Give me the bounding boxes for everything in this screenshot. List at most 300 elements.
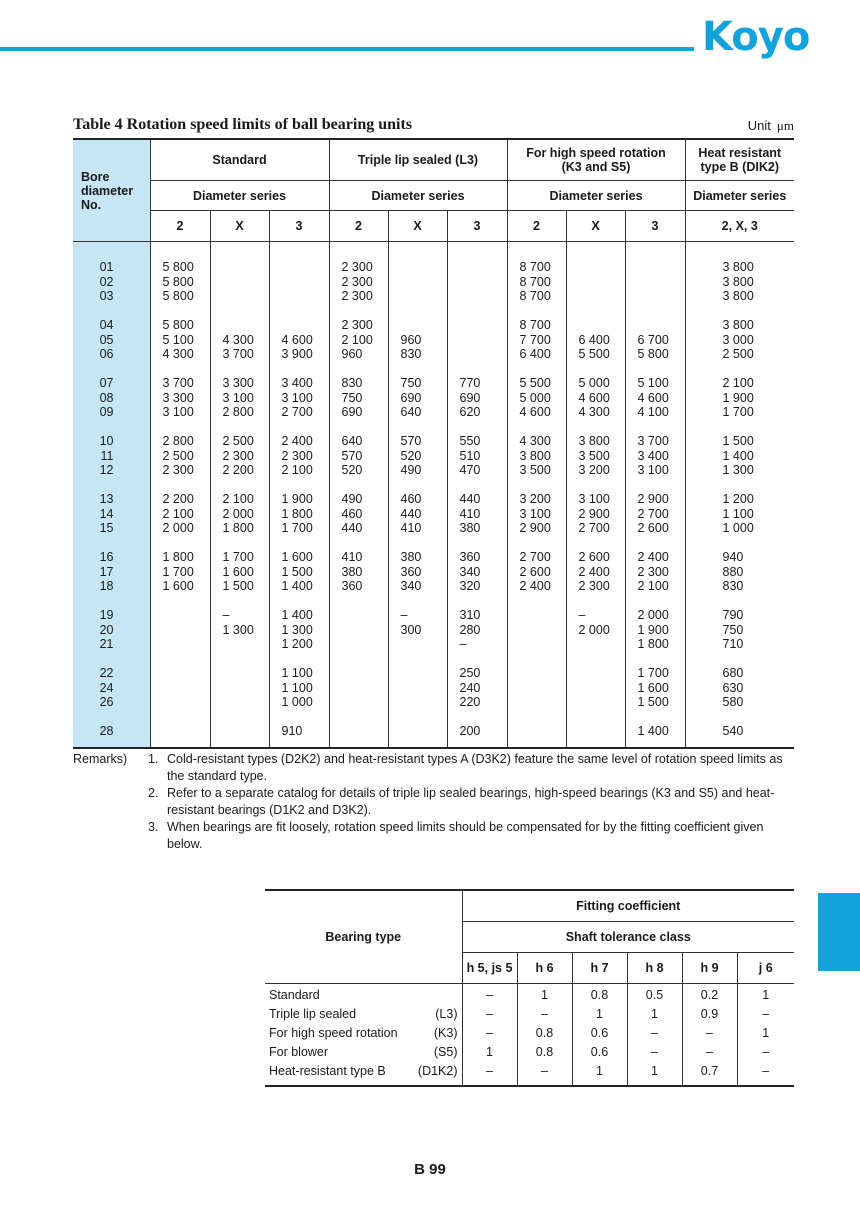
standard-x-column [210, 242, 269, 748]
fitting-coefficient-header: Fitting coefficient [462, 890, 794, 922]
blank-cell [223, 652, 269, 667]
speed-limit-value: 640 [341, 434, 363, 448]
blank-cell [342, 695, 388, 710]
bore-number: 21 [99, 637, 114, 651]
blank-cell [73, 304, 114, 319]
speed-limit-value: 1 400 [281, 608, 313, 622]
speed-limit-value: 1 900 [637, 622, 669, 637]
blank-cell [342, 724, 388, 739]
bore-header-text: Bore diameter No. [81, 169, 134, 212]
speed-limit-value: 460 [400, 492, 422, 506]
unit-label: Unit [747, 118, 771, 133]
speed-limit-value: 3 800 [722, 274, 754, 289]
blank-cell [342, 623, 388, 638]
remarks-label: Remarks) [73, 752, 128, 766]
blank-cell [163, 304, 210, 319]
remark-item [73, 819, 793, 853]
bore-number: 03 [99, 289, 114, 303]
speed-limit-value: 3 100 [281, 390, 313, 405]
speed-limit-value: 3 100 [162, 405, 194, 419]
blank-cell [163, 695, 210, 710]
bore-number: 14 [99, 506, 114, 521]
blank-cell [723, 478, 795, 493]
blank-cell [579, 536, 625, 551]
blank-cell [342, 681, 388, 696]
speed-limit-value: 1 300 [281, 622, 313, 637]
speed-limit-value: 2 800 [222, 405, 254, 419]
speed-limit-value: 4 600 [637, 390, 669, 405]
high-speed-3-column [625, 242, 685, 748]
blank-cell [282, 420, 329, 435]
speed-limit-value: 2 400 [637, 550, 669, 564]
speed-limit-value: 2 300 [341, 274, 373, 289]
bore-number: 12 [99, 463, 114, 477]
speed-limit-value: 3 400 [637, 448, 669, 463]
h9-column [682, 984, 737, 1087]
tolerance-class: h 8 [627, 953, 682, 984]
fitting-coefficient-value: – [762, 1007, 770, 1021]
h8-column [627, 984, 682, 1087]
blank-cell [520, 623, 566, 638]
speed-limit-value: 690 [459, 390, 481, 405]
blank-cell [163, 637, 210, 652]
blank-cell [520, 420, 566, 435]
blank-cell [73, 710, 114, 725]
blank-cell [401, 304, 447, 319]
speed-limit-value: 3 800 [722, 289, 754, 303]
page-number: B 99 [414, 1161, 446, 1178]
subcol-header: 2, X, 3 [685, 211, 794, 242]
blank-cell [401, 275, 447, 290]
fitting-coefficient-value: 0.6 [590, 1026, 609, 1040]
speed-limit-value: 830 [400, 347, 422, 361]
speed-limit-value: 550 [459, 434, 481, 448]
triple-lip-3-column [447, 242, 507, 748]
speed-limit-value: 960 [341, 347, 363, 361]
fitting-coefficient-value: – [541, 1007, 548, 1021]
blank-cell [638, 710, 685, 725]
speed-limit-value: 710 [722, 637, 744, 651]
speed-limit-value: 3 200 [519, 492, 551, 506]
speed-limit-value: 690 [400, 390, 422, 405]
fitting-coefficient-value: – [651, 1045, 658, 1059]
speed-limit-value: 3 800 [722, 318, 754, 332]
speed-limit-value: 340 [400, 579, 422, 593]
blank-cell [579, 681, 625, 696]
blank-cell [460, 478, 507, 493]
speed-limit-value: 2 700 [578, 521, 610, 535]
subcol-header: 2 [329, 211, 388, 242]
speed-limit-value: 2 700 [637, 506, 669, 521]
series-header: Diameter series [685, 181, 794, 211]
blank-cell [460, 289, 507, 304]
speed-limit-value: 410 [400, 521, 422, 535]
speed-limit-value: 4 600 [519, 405, 551, 419]
blank-cell [579, 710, 625, 725]
bore-number: 11 [100, 448, 114, 463]
speed-limit-value: 2 200 [162, 492, 194, 506]
speed-limit-value: 3 500 [519, 463, 551, 477]
blank-cell [460, 347, 507, 362]
speed-limit-value: 2 900 [637, 492, 669, 506]
bore-number: 13 [99, 492, 114, 506]
speed-limit-value: 3 700 [162, 376, 194, 390]
blank-cell [579, 594, 625, 609]
blank-cell [579, 318, 625, 333]
group-high-speed-text: For high speed rotation (K3 and S5) [526, 146, 666, 174]
j6-column [737, 984, 794, 1087]
speed-limit-value: 1 000 [281, 695, 313, 709]
subcol-header: X [388, 211, 447, 242]
speed-limit-value: 410 [341, 550, 363, 564]
speed-limit-value: 380 [341, 564, 363, 579]
subcol-header: 3 [447, 211, 507, 242]
speed-limit-value: 2 500 [222, 434, 254, 448]
blank-cell [520, 666, 566, 681]
blank-cell [520, 710, 566, 725]
blank-cell [73, 536, 114, 551]
speed-limit-value: 520 [341, 463, 363, 477]
speed-limit-value: 1 500 [222, 579, 254, 593]
fitting-coefficient-value: 1 [596, 1007, 603, 1021]
blank-cell [460, 594, 507, 609]
speed-limit-value: 2 100 [637, 579, 669, 593]
speed-limit-value: 440 [459, 492, 481, 506]
bore-number: 15 [99, 521, 114, 535]
blank-cell [163, 608, 210, 623]
speed-limit-value: 2 300 [341, 318, 373, 332]
speed-limit-value: 3 100 [222, 390, 254, 405]
bore-number: 09 [99, 405, 114, 419]
blank-cell [579, 478, 625, 493]
blank-cell [638, 289, 685, 304]
blank-cell [723, 710, 795, 725]
blank-cell [401, 710, 447, 725]
blank-cell [223, 666, 269, 681]
speed-limit-value: 620 [459, 405, 481, 419]
bore-number: 20 [99, 622, 114, 637]
speed-limit-value: 2 600 [519, 564, 551, 579]
blank-cell [579, 304, 625, 319]
subcol-header: X [566, 211, 625, 242]
blank-cell [579, 666, 625, 681]
blank-cell [223, 594, 269, 609]
blank-cell [223, 275, 269, 290]
blank-cell [460, 333, 507, 348]
bore-number: 19 [99, 608, 114, 622]
speed-limit-value: 2 300 [341, 289, 373, 303]
group-heat-resistant [685, 139, 794, 181]
speed-limit-value: 2 400 [281, 434, 313, 448]
speed-limit-value: 1 700 [162, 564, 194, 579]
bearing-type-code: (D1K2) [417, 1064, 458, 1078]
blank-cell [342, 420, 388, 435]
blank-cell [282, 710, 329, 725]
tolerance-class: h 7 [572, 953, 627, 984]
speed-limit-value: 8 700 [519, 289, 551, 303]
blank-cell [223, 681, 269, 696]
speed-limit-value: 1 700 [222, 550, 254, 564]
speed-limit-value: 3 900 [281, 347, 313, 361]
blank-cell [460, 275, 507, 290]
blank-cell [520, 536, 566, 551]
fitting-coefficient-value: – [486, 988, 493, 1002]
blank-cell [401, 478, 447, 493]
group-high-speed [507, 139, 685, 181]
bearing-type-name: Triple lip sealed [269, 1007, 357, 1021]
speed-limit-value: 630 [722, 680, 744, 695]
speed-limit-value: 2 600 [578, 550, 610, 564]
speed-limit-value: 2 900 [578, 506, 610, 521]
blank-cell [460, 304, 507, 319]
bore-number: 24 [99, 680, 114, 695]
bearing-type-code: (K3) [433, 1026, 458, 1040]
blank-cell [520, 724, 566, 739]
speed-limit-value: 360 [459, 550, 481, 564]
blank-cell [579, 637, 625, 652]
speed-limit-value: 680 [722, 666, 744, 680]
speed-limit-value: 1 700 [637, 666, 669, 680]
speed-limit-value: – [578, 608, 586, 622]
speed-limit-value: 570 [341, 448, 363, 463]
speed-limit-value: 1 700 [281, 521, 313, 535]
blank-cell [401, 536, 447, 551]
speed-limit-value: 360 [341, 579, 363, 593]
blank-cell [73, 478, 114, 493]
bearing-type-code: (S5) [433, 1045, 458, 1059]
triple-lip-2-column [329, 242, 388, 748]
speed-limit-value: 2 000 [578, 622, 610, 637]
speed-limit-value: 1 600 [222, 564, 254, 579]
blank-cell [163, 594, 210, 609]
blank-cell [163, 710, 210, 725]
bore-number: 05 [99, 332, 114, 347]
speed-limit-value: 510 [459, 448, 481, 463]
speed-limit-value: 750 [400, 376, 422, 390]
remark-number: 2. [148, 786, 159, 800]
speed-limit-value: 910 [281, 724, 303, 738]
speed-limit-value: 1 500 [637, 695, 669, 709]
blank-cell [342, 594, 388, 609]
high-speed-2-column [507, 242, 566, 748]
bore-number: 04 [99, 318, 114, 332]
remark-text: Cold-resistant types (D2K2) and heat-resistant types A (D3K2) feature the same level of rotation speed limits as the standard type. [167, 752, 783, 783]
fitting-coefficient-value: 1 [762, 1026, 770, 1040]
blank-cell [520, 478, 566, 493]
speed-limit-value: 3 100 [637, 463, 669, 477]
remark-number: 1. [148, 752, 159, 766]
remarks [73, 751, 793, 853]
blank-cell [520, 608, 566, 623]
speed-limit-value: 940 [722, 550, 744, 564]
speed-limit-value: 490 [400, 463, 422, 477]
speed-limit-value: 2 500 [722, 347, 754, 361]
blank-cell [460, 260, 507, 275]
speed-limit-value: 1 300 [222, 622, 254, 637]
bore-number: 10 [99, 434, 114, 448]
speed-limit-value: 3 300 [162, 390, 194, 405]
blank-cell [520, 695, 566, 710]
speed-limit-value: 2 300 [578, 579, 610, 593]
speed-limit-value: 770 [459, 376, 481, 390]
blank-cell [460, 536, 507, 551]
blank-cell [282, 304, 329, 319]
blank-cell [342, 710, 388, 725]
speed-limit-value: 580 [722, 695, 744, 709]
speed-limit-value: 830 [341, 376, 363, 390]
blank-cell [520, 594, 566, 609]
remark-text: Refer to a separate catalog for details of triple lip sealed bearings, high-speed bearings (K3 and S5) and heat-resistant bearings (D1K2 and D3K2). [167, 786, 775, 817]
speed-limit-value: 4 300 [519, 434, 551, 448]
speed-limit-value: 2 400 [578, 564, 610, 579]
speed-limit-value: 3 500 [578, 448, 610, 463]
blank-cell [282, 289, 329, 304]
speed-limit-value: 1 500 [722, 434, 754, 448]
bearing-type-name: Heat-resistant type B [269, 1064, 386, 1078]
speed-limit-value: 4 600 [578, 390, 610, 405]
speed-limit-value: 1 800 [281, 506, 313, 521]
speed-limit-value: 1 600 [281, 550, 313, 564]
speed-limit-value: 5 500 [519, 376, 551, 390]
blank-cell [579, 260, 625, 275]
fitting-coefficient-value: – [762, 1064, 770, 1078]
speed-limit-value: 3 700 [637, 434, 669, 448]
remark-number: 3. [148, 820, 159, 834]
speed-limit-value: 1 000 [722, 521, 754, 535]
fitting-coefficient-value: 1 [762, 988, 770, 1002]
blank-cell [638, 362, 685, 377]
series-header: Diameter series [507, 181, 685, 211]
speed-limit-value: 880 [722, 564, 744, 579]
bore-column [73, 242, 150, 748]
speed-limit-value: 2 100 [722, 376, 754, 390]
blank-cell [401, 681, 447, 696]
unit-value: μm [776, 118, 794, 133]
blank-cell [223, 318, 269, 333]
bore-number: 26 [99, 695, 114, 709]
speed-limit-value: 1 500 [281, 564, 313, 579]
speed-limit-value: 8 700 [519, 260, 551, 274]
speed-limit-value: 3 700 [222, 347, 254, 361]
subcol-header: 3 [625, 211, 685, 242]
blank-cell [579, 420, 625, 435]
blank-cell [401, 420, 447, 435]
speed-limit-value: 6 400 [519, 347, 551, 361]
heat-resistant-column [685, 242, 794, 748]
group-triple-lip: Triple lip sealed (L3) [329, 139, 507, 181]
tolerance-class: h 6 [517, 953, 572, 984]
speed-limit-value: 4 300 [162, 347, 194, 361]
blank-cell [723, 652, 795, 667]
blank-cell [73, 594, 114, 609]
blank-cell [723, 594, 795, 609]
bore-number: 17 [99, 564, 114, 579]
speed-limit-value: 3 000 [722, 332, 754, 347]
blank-cell [401, 362, 447, 377]
speed-limit-value: 7 700 [519, 332, 551, 347]
speed-limit-value: 360 [400, 564, 422, 579]
bearing-name-column [265, 984, 413, 1087]
blank-cell [282, 594, 329, 609]
speed-limit-value: 3 200 [578, 463, 610, 477]
speed-limit-value: 3 800 [722, 260, 754, 274]
speed-limit-value: 2 300 [162, 463, 194, 477]
bearing-type-name: For high speed rotation [269, 1026, 398, 1040]
speed-limit-value: 5 800 [162, 289, 194, 303]
speed-limit-value: 2 300 [222, 448, 254, 463]
rotation-speed-table [73, 138, 794, 749]
blank-cell [342, 637, 388, 652]
blank-cell [163, 478, 210, 493]
blank-cell [342, 304, 388, 319]
fitting-coefficient-value: 0.8 [590, 988, 609, 1002]
fitting-coefficient-value: – [706, 1026, 713, 1040]
blank-cell [401, 695, 447, 710]
fitting-coefficient-value: 0.8 [535, 1045, 554, 1059]
speed-limit-value: 2 300 [341, 260, 373, 274]
blank-cell [282, 260, 329, 275]
speed-limit-value: – [222, 608, 230, 622]
speed-limit-value: 5 800 [637, 347, 669, 361]
blank-cell [401, 666, 447, 681]
h7-column [572, 984, 627, 1087]
speed-limit-value: 5 000 [578, 376, 610, 390]
speed-limit-value: 2 300 [637, 564, 669, 579]
fitting-coefficient-value: 0.6 [590, 1045, 609, 1059]
speed-limit-value: 380 [459, 521, 481, 535]
bearing-type-code: (L3) [435, 1007, 458, 1021]
fitting-coefficient-value: – [486, 1007, 493, 1021]
speed-limit-value: 1 900 [722, 390, 754, 405]
speed-limit-value: 520 [400, 448, 422, 463]
remark-item [73, 785, 793, 819]
fitting-coefficient-value: – [706, 1045, 713, 1059]
speed-limit-value: 3 400 [281, 376, 313, 390]
speed-limit-value: 200 [459, 724, 481, 738]
speed-limit-value: 340 [459, 564, 481, 579]
section-tab-marker [818, 893, 860, 971]
speed-limit-value: 1 200 [722, 492, 754, 506]
blank-cell [460, 710, 507, 725]
remark-text: When bearings are fit loosely, rotation speed limits should be compensated for by the fitting coefficient given below. [167, 820, 764, 851]
speed-limit-value: – [459, 637, 467, 651]
blank-cell [638, 594, 685, 609]
speed-limit-value: 4 100 [637, 405, 669, 419]
blank-cell [282, 478, 329, 493]
blank-cell [460, 362, 507, 377]
blank-cell [163, 681, 210, 696]
speed-limit-value: 2 100 [281, 463, 313, 477]
blank-cell [460, 652, 507, 667]
speed-limit-value: 300 [400, 622, 422, 637]
speed-limit-value: 830 [722, 579, 744, 593]
speed-limit-value: 220 [459, 695, 481, 709]
blank-cell [579, 362, 625, 377]
speed-limit-value: 1 900 [281, 492, 313, 506]
blank-cell [638, 260, 685, 275]
subcol-header: 2 [507, 211, 566, 242]
blank-cell [401, 724, 447, 739]
speed-limit-value: 460 [341, 506, 363, 521]
speed-limit-value: 5 800 [162, 318, 194, 332]
speed-limit-value: 2 200 [222, 463, 254, 477]
speed-limit-value: 960 [400, 332, 422, 347]
speed-limit-value: 1 400 [281, 579, 313, 593]
speed-limit-value: – [400, 608, 408, 622]
triple-lip-x-column [388, 242, 447, 748]
tolerance-class: h 9 [682, 953, 737, 984]
brand-logo: Koyo [702, 14, 810, 60]
